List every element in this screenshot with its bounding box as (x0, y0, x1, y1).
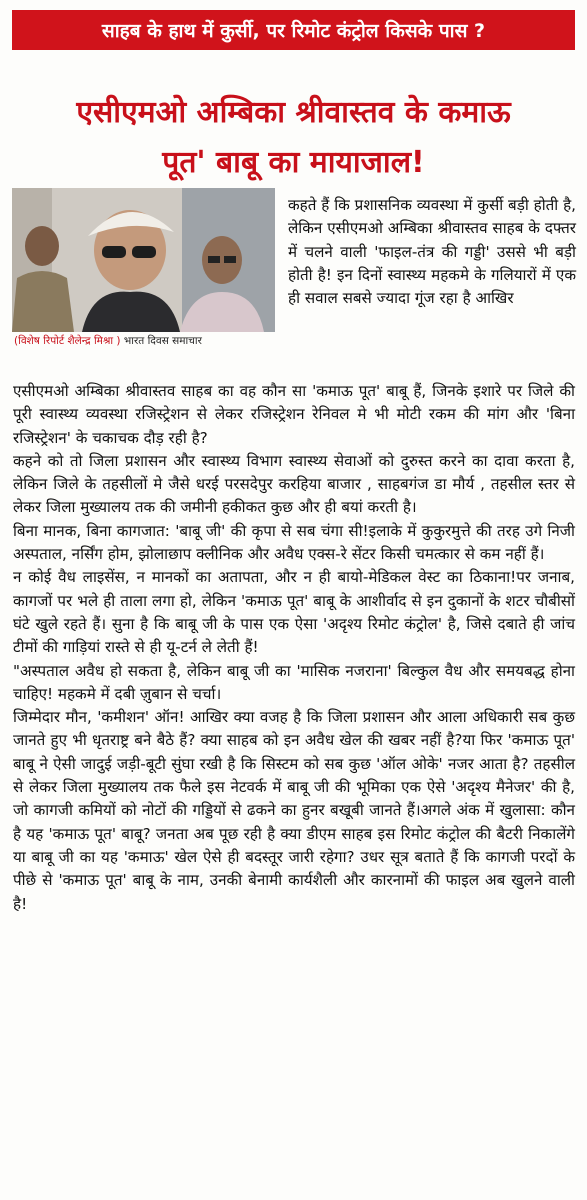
banner-text: साहब के हाथ में कुर्सी, पर रिमोट कंट्रोल किसके पास ? (101, 20, 486, 42)
paragraph-6: जिम्मेदार मौन, 'कमीशन' ऑन! आखिर क्या वजह है कि जिला प्रशासन और आला अधिकारी सब कुछ जानते हुए भी धृतराष्ट्र बने बैठे हैं? क्या साहब को इन अवैध खेल की खबर नहीं है?या फिर 'कमाऊ पूत' बाबू ने ऐसी जादुई जड़ी-बूटी सुंघा रखी है कि सिस्टम को सब कुछ 'ऑल ओके' नजर आता है? तहसील से लेकर जिला मुख्यालय तक फैले इस नेटवर्क में बाबू जी की भूमिका एक ऐसे 'अदृश्य मैनेजर' की है, जो कागजी कमियों को नोटों की गड्डियों से ढकने का हुनर बखूबी जानते हैं।अगले अंक में खुलासा: कौन है यह 'कमाऊ पूत' बाबू? जनता अब पूछ रही है क्या डीएम साहब इस रिमोट कंट्रोल की बैटरी निकालेंगे या बाबू जी का यह 'कमाऊ' खेल ऐसे ही बदस्तूर जारी रहेगा? उधर सूत्र बताते हैं कि कागजी परदों के पीछे से 'कमाऊ पूत' बाबू के नाम, उनकी बेनामी कार्यशैली और कारनामों की फाइल अब खुलने वाली है! (13, 708, 575, 913)
caption-reporter: (विशेष रिपोर्ट शैलेन्द्र मिश्रा ) (14, 335, 121, 347)
photo-caption (14, 334, 284, 348)
news-photo (12, 188, 275, 332)
headline-line-2: पूत' बाबू का मायाजाल! (162, 145, 425, 180)
paragraph-4: न कोई वैध लाइसेंस, न मानकों का अतापता, और न ही बायो-मेडिकल वेस्ट का ठिकाना!पर जनाब, कागजों पर भले ही ताला लगा हो, लेकिन 'कमाऊ पूत' बाबू के आशीर्वाद से इन दुकानों के शटर चौबीसों घंटे खुले रहते हैं। सुना है कि बाबू जी के पास एक ऐसा 'अदृश्य रिमोट कंट्रोल' है, जिसे दबाते ही जांच टीमों की गाड़ियां रास्ते से ही यू-टर्न ले लेती हैं! (13, 568, 575, 657)
paragraph-1-continued: एसीएमओ अम्बिका श्रीवास्तव साहब का वह कौन सा 'कमाऊ पूत' बाबू हैं, जिनके इशारे पर जिले की पूरी स्वास्थ्य व्यवस्था रजिस्ट्रेशन से लेकर रजिस्ट्रेशन रेनिवल मे भी मोटी रकम की मांग और 'बिना रजिस्ट्रेशन' के चकाचक दौड़ रही है? (13, 382, 575, 447)
paragraph-5: "अस्पताल अवैध हो सकता है, लेकिन बाबू जी का 'मासिक नजराना' बिल्कुल वैध और समयबद्ध होना चाहिए! महकमे में दबी ज़ुबान से चर्चा। (13, 661, 575, 703)
article-body (13, 380, 575, 916)
headline (10, 88, 577, 188)
headline-line-1: एसीएमओ अम्बिका श्रीवास्तव के कमाऊ (76, 95, 511, 130)
paragraph-2: कहने को तो जिला प्रशासन और स्वास्थ्य विभाग स्वास्थ्य सेवाओं को दुरुस्त करने का दावा करता है, लेकिन जिले के तहसीलों मे जैसे धरई परसदेपुर करहिया बाजार , साहबगंज डा मौर्य , तहसील स्तर से लेकर जिला मुख्यालय तक की जमीनी हकीकत कुछ और ही बयां करती है। (13, 451, 575, 517)
article-intro (288, 194, 576, 310)
paragraph-1: कहते हैं कि प्रशासनिक व्यवस्था में कुर्सी बड़ी होती है, लेकिन एसीएमओ अम्बिका श्रीवास्तव साहब के दफ्तर में चलने वाली 'फाइल-तंत्र की गड्डी' उससे भी बड़ी होती है! इन दिनों स्वास्थ्य महकमे के गलियारों में एक ही सवाल सबसे ज्यादा गूंज रहा है आखिर (288, 196, 576, 308)
top-banner (12, 10, 575, 50)
paragraph-3: बिना मानक, बिना कागजात: 'बाबू जी' की कृपा से सब चंगा सी!इलाके में कुकुरमुत्ते की तरह उगे निजी अस्पताल, नर्सिंग होम, झोलाछाप क्लीनिक और अवैध एक्स-रे सेंटर किसी चमत्कार से कम नहीं हैं। (13, 521, 575, 564)
caption-paper: भारत दिवस समाचार (120, 335, 202, 347)
